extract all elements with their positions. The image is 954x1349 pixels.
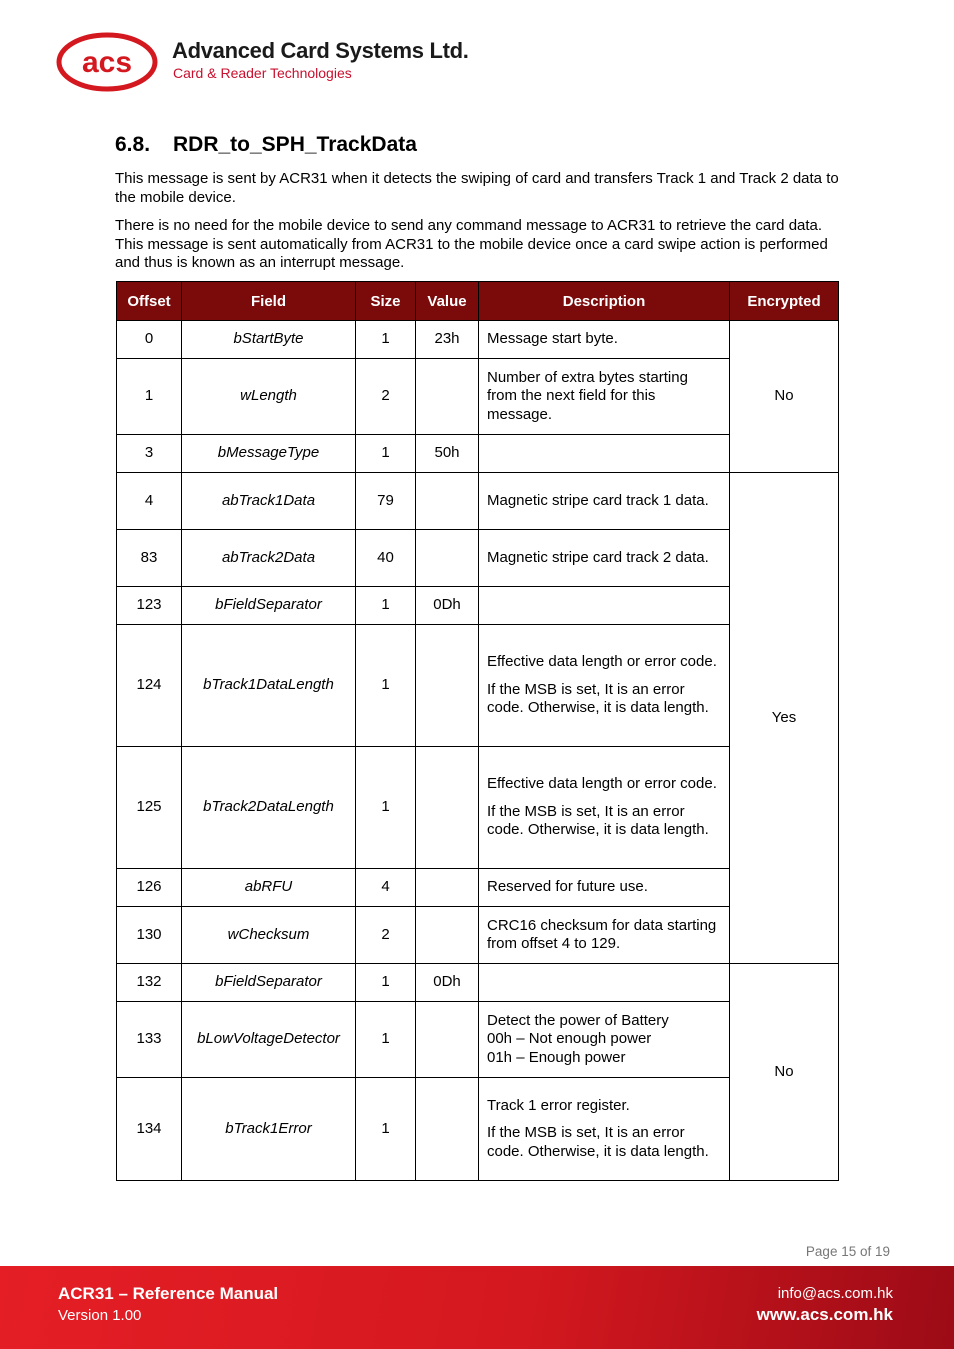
header-encrypted: Encrypted bbox=[730, 282, 839, 321]
size-cell: 1 bbox=[356, 625, 416, 747]
description-text: 00h – Not enough power bbox=[487, 1030, 652, 1048]
field-cell: bMessageType bbox=[182, 435, 356, 473]
offset-cell: 125 bbox=[117, 747, 182, 869]
field-cell: bStartByte bbox=[182, 321, 356, 359]
description-text: Magnetic stripe card track 2 data. bbox=[487, 548, 709, 566]
size-cell: 1 bbox=[356, 964, 416, 1002]
footer-email: info@acs.com.hk bbox=[777, 1285, 893, 1302]
description-cell bbox=[479, 435, 730, 473]
description-cell bbox=[479, 869, 730, 907]
acs-logo-icon bbox=[55, 30, 159, 94]
message-format-table bbox=[116, 281, 839, 1181]
description-text: Message start byte. bbox=[487, 330, 618, 348]
description-text: 01h – Enough power bbox=[487, 1048, 626, 1066]
offset-cell: 123 bbox=[117, 587, 182, 625]
offset-cell: 133 bbox=[117, 1002, 182, 1078]
logo-mark-text: acs bbox=[81, 46, 133, 79]
size-cell: 4 bbox=[356, 869, 416, 907]
description-cell bbox=[479, 321, 730, 359]
description-cell bbox=[479, 907, 730, 964]
table-row bbox=[117, 964, 839, 1002]
footer-document-title: ACR31 – Reference Manual bbox=[58, 1284, 279, 1303]
value-cell bbox=[416, 625, 479, 747]
section-title: RDR_to_SPH_TrackData bbox=[173, 133, 417, 156]
description-cell bbox=[479, 625, 730, 747]
field-cell: bTrack2DataLength bbox=[182, 747, 356, 869]
interrupt-paragraph: There is no need for the mobile device to send any command message to ACR31 to retrieve the card data. This message is sent automatically from ACR31 to the mobile device once a card swipe action is performed and thus is known as an interrupt message. bbox=[115, 217, 828, 271]
description-text: CRC16 checksum for data starting from offset 4 to 129. bbox=[487, 916, 717, 952]
description-cell bbox=[479, 530, 730, 587]
description-text: Magnetic stripe card track 1 data. bbox=[487, 491, 709, 509]
description-cell bbox=[479, 1078, 730, 1181]
offset-cell: 124 bbox=[117, 625, 182, 747]
field-cell: abTrack1Data bbox=[182, 473, 356, 530]
value-cell bbox=[416, 869, 479, 907]
offset-cell: 132 bbox=[117, 964, 182, 1002]
encrypted-cell: Yes bbox=[730, 473, 839, 964]
header-size: Size bbox=[356, 282, 416, 321]
description-text: Detect the power of Battery bbox=[487, 1011, 669, 1029]
value-cell bbox=[416, 747, 479, 869]
page-footer bbox=[0, 1266, 954, 1349]
size-cell: 1 bbox=[356, 1002, 416, 1078]
description-text: Number of extra bytes starting from the next field for this message. bbox=[487, 368, 688, 423]
description-text: Track 1 error register. bbox=[487, 1096, 630, 1114]
size-cell: 1 bbox=[356, 1078, 416, 1181]
description-cell bbox=[479, 747, 730, 869]
offset-cell: 134 bbox=[117, 1078, 182, 1181]
offset-cell: 4 bbox=[117, 473, 182, 530]
company-tagline: Card & Reader Technologies bbox=[173, 65, 352, 81]
offset-cell: 0 bbox=[117, 321, 182, 359]
size-cell: 2 bbox=[356, 907, 416, 964]
description-cell bbox=[479, 964, 730, 1002]
company-logo bbox=[55, 30, 469, 94]
size-cell: 1 bbox=[356, 747, 416, 869]
value-cell: 50h bbox=[416, 435, 479, 473]
footer-website: www.acs.com.hk bbox=[756, 1305, 893, 1324]
field-cell: bTrack1Error bbox=[182, 1078, 356, 1181]
encrypted-cell: No bbox=[730, 321, 839, 473]
field-cell: wChecksum bbox=[182, 907, 356, 964]
intro-paragraph: This message is sent by ACR31 when it detects the swiping of card and transfers Track 1 and Track 2 data to the mobile device. bbox=[115, 170, 839, 206]
offset-cell: 3 bbox=[117, 435, 182, 473]
description-text: Reserved for future use. bbox=[487, 878, 648, 896]
table-row bbox=[117, 321, 839, 359]
encrypted-cell: No bbox=[730, 964, 839, 1181]
description-cell bbox=[479, 587, 730, 625]
table-row bbox=[117, 473, 839, 530]
section-heading bbox=[115, 133, 417, 157]
value-cell: 0Dh bbox=[416, 964, 479, 1002]
field-cell: bFieldSeparator bbox=[182, 587, 356, 625]
field-cell: bFieldSeparator bbox=[182, 964, 356, 1002]
field-cell: bTrack1DataLength bbox=[182, 625, 356, 747]
offset-cell: 126 bbox=[117, 869, 182, 907]
header-offset: Offset bbox=[117, 282, 182, 321]
description-text: Effective data length or error code. bbox=[487, 775, 717, 793]
value-cell bbox=[416, 1078, 479, 1181]
size-cell: 1 bbox=[356, 435, 416, 473]
header-field: Field bbox=[182, 282, 356, 321]
field-cell: bLowVoltageDetector bbox=[182, 1002, 356, 1078]
value-cell bbox=[416, 473, 479, 530]
company-name: Advanced Card Systems Ltd. bbox=[172, 38, 469, 63]
description-text: Effective data length or error code. bbox=[487, 653, 717, 671]
size-cell: 1 bbox=[356, 587, 416, 625]
description-cell bbox=[479, 473, 730, 530]
description-cell bbox=[479, 359, 730, 435]
field-cell: abRFU bbox=[182, 869, 356, 907]
value-cell bbox=[416, 1002, 479, 1078]
value-cell bbox=[416, 359, 479, 435]
field-cell: wLength bbox=[182, 359, 356, 435]
offset-cell: 130 bbox=[117, 907, 182, 964]
size-cell: 40 bbox=[356, 530, 416, 587]
description-text: If the MSB is set, It is an error code. Otherwise, it is data length. bbox=[487, 1124, 709, 1160]
offset-cell: 1 bbox=[117, 359, 182, 435]
description-cell bbox=[479, 1002, 730, 1078]
description-text: If the MSB is set, It is an error code. Otherwise, it is data length. bbox=[487, 802, 709, 839]
table-header-row bbox=[117, 282, 839, 321]
value-cell: 0Dh bbox=[416, 587, 479, 625]
size-cell: 1 bbox=[356, 321, 416, 359]
header-description: Description bbox=[479, 282, 730, 321]
value-cell bbox=[416, 530, 479, 587]
size-cell: 2 bbox=[356, 359, 416, 435]
size-cell: 79 bbox=[356, 473, 416, 530]
offset-cell: 83 bbox=[117, 530, 182, 587]
page-number: Page 15 of 19 bbox=[805, 1244, 890, 1259]
header-value: Value bbox=[416, 282, 479, 321]
field-cell: abTrack2Data bbox=[182, 530, 356, 587]
section-number: 6.8. bbox=[115, 133, 151, 156]
description-text: If the MSB is set, It is an error code. Otherwise, it is data length. bbox=[487, 680, 709, 717]
footer-version: Version 1.00 bbox=[58, 1307, 142, 1324]
value-cell bbox=[416, 907, 479, 964]
value-cell: 23h bbox=[416, 321, 479, 359]
